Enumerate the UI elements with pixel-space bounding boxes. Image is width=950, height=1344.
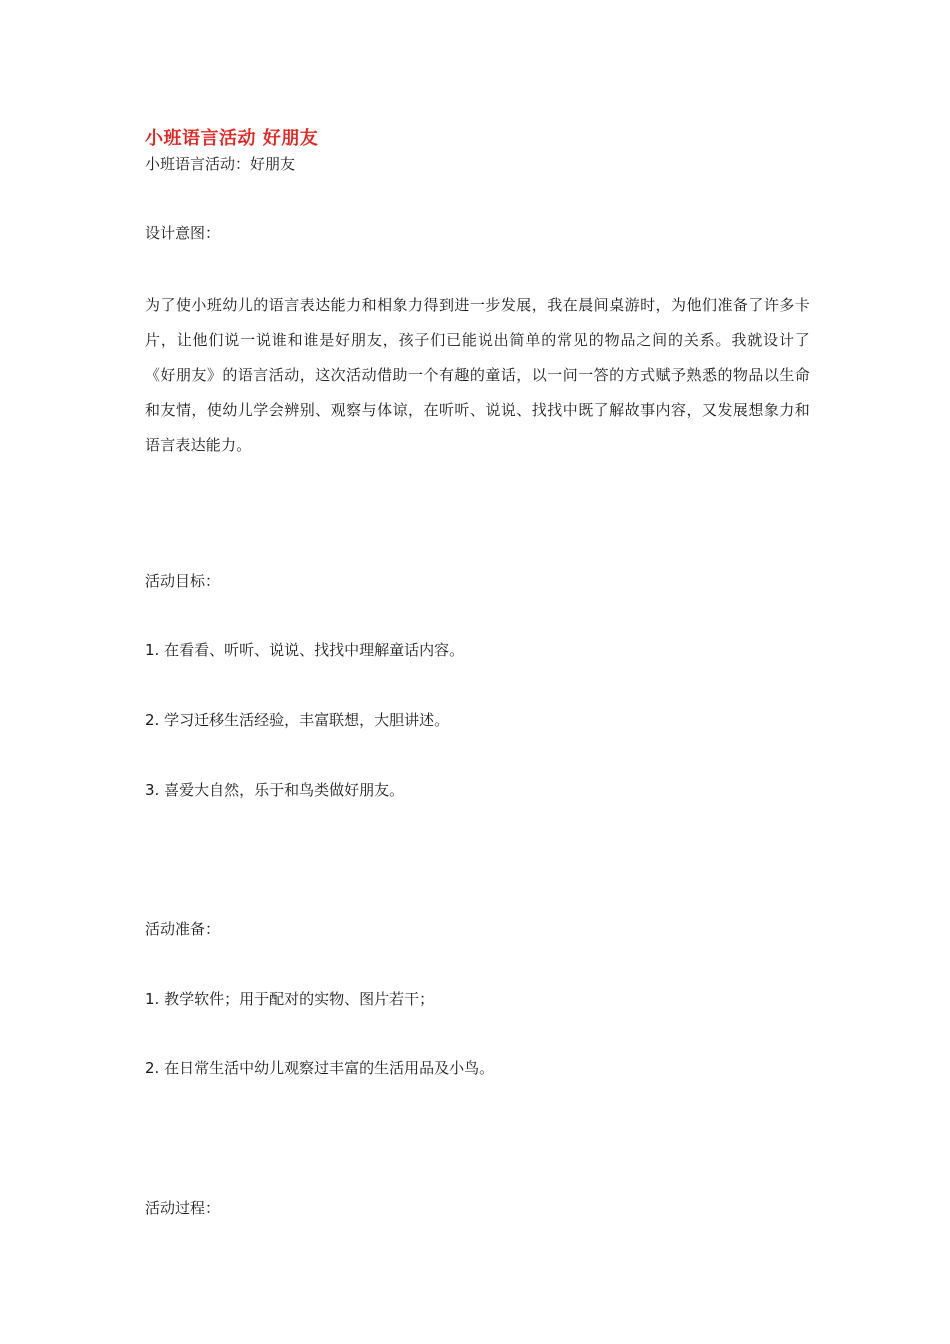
preparation-heading: 活动准备： (145, 920, 221, 938)
prep-number: 1. (145, 990, 160, 1008)
goal-item-1 (145, 639, 464, 660)
prep-text: 在日常生活中幼儿观察过丰富的生活用品及小鸟。 (164, 1059, 495, 1077)
goal-number: 3. (145, 781, 160, 799)
prep-text: 教学软件；用于配对的实物、图片若干； (164, 990, 435, 1008)
design-intent-paragraph: 为了使小班幼儿的语言表达能力和相象力得到进一步发展，我在晨间桌游时，为他们准备了许多卡片，让他们说一说谁和谁是好朋友，孩子们已能说出简单的常见的物品之间的关系。我就设计了《好朋友》的语言活动，这次活动借助一个有趣的童话，以一问一答的方式赋予熟悉的物品以生命和友情，使幼儿学会辨别、观察与体谅，在听听、说说、找找中既了解故事内容，又发展想象力和语言表达能力。 (145, 296, 810, 454)
design-intent-heading: 设计意图： (145, 224, 221, 242)
goal-number: 2. (145, 711, 160, 729)
goal-text: 学习迁移生活经验，丰富联想，大胆讲述。 (164, 711, 450, 729)
document-title: 小班语言活动 好朋友 (145, 128, 319, 149)
prep-item-2 (145, 1057, 494, 1078)
document-subtitle: 小班语言活动：好朋友 (145, 155, 296, 173)
goal-number: 1. (145, 641, 160, 659)
prep-item-1 (145, 988, 434, 1009)
prep-number: 2. (145, 1059, 160, 1077)
goal-item-3 (145, 779, 404, 800)
goals-heading: 活动目标： (145, 572, 221, 590)
goal-item-2 (145, 709, 449, 730)
goal-text: 在看看、听听、说说、找找中理解童话内容。 (164, 641, 465, 659)
goal-text: 喜爱大自然，乐于和鸟类做好朋友。 (164, 781, 405, 799)
process-heading: 活动过程： (145, 1199, 221, 1217)
